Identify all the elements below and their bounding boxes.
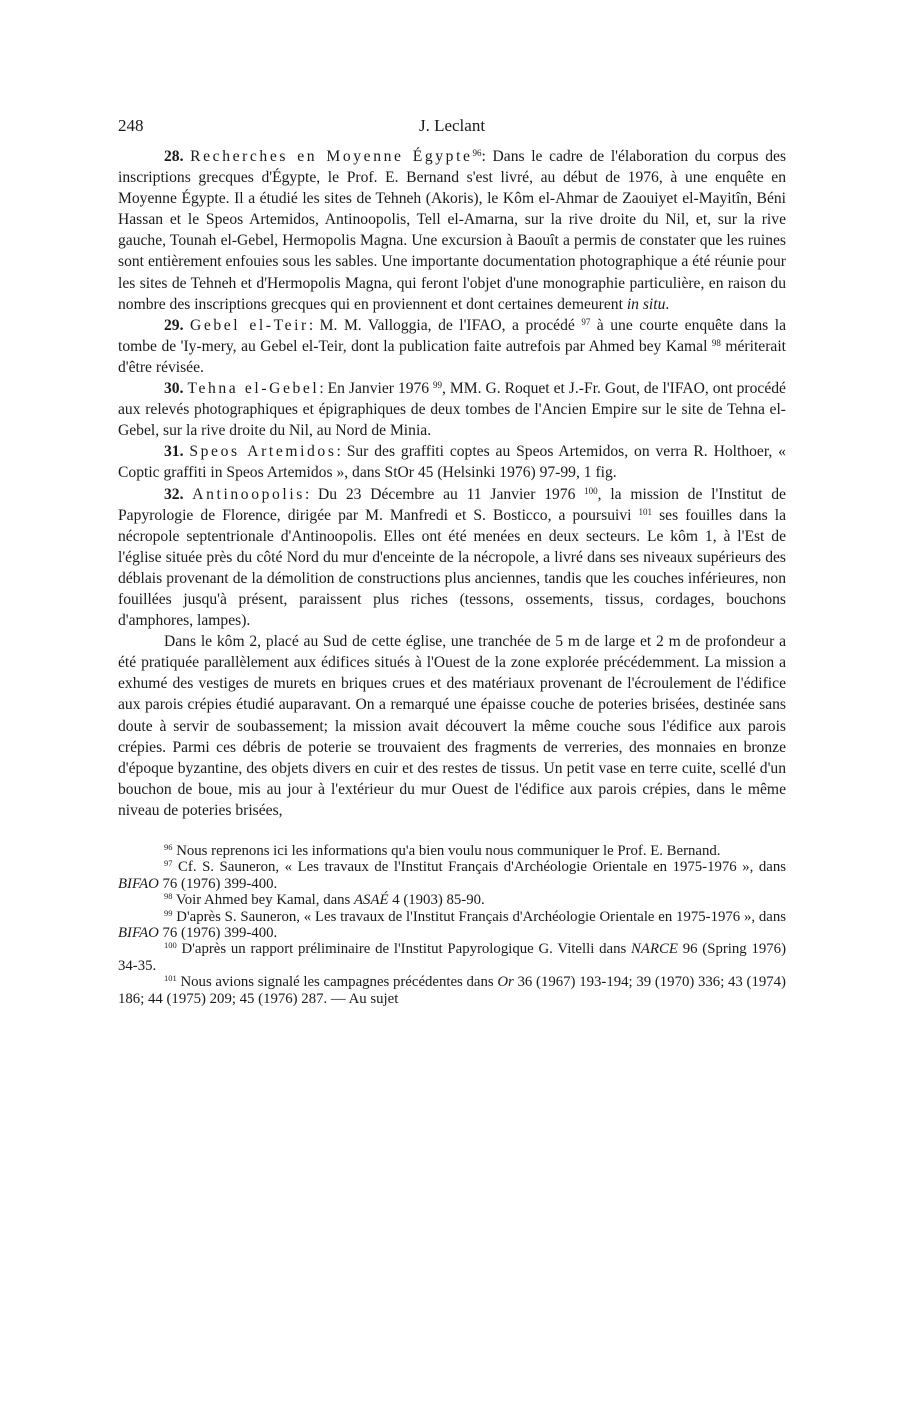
italic-term: in situ [626,295,666,313]
journal-title: ASAÉ [354,892,389,909]
footnote-number: 101 [164,973,177,984]
footnote-text: Nous avions signalé les campagnes précédentes dans [176,974,498,991]
note-ref: 99 [433,380,443,391]
section-text: : Du 23 Décembre au 11 Janvier 1976 [304,485,585,503]
footnote-text: 76 (1976) 399-400. [158,875,278,892]
footnote-100 [118,941,786,974]
journal-title: NARCE [631,941,678,958]
footnote-text: Voir Ahmed bey Kamal, dans [172,892,355,909]
section-title: Gebel el-Teir [190,316,309,334]
footnote-number: 98 [164,891,173,902]
footnote-number: 97 [164,858,173,869]
footnote-text: Cf. S. Sauneron, « Les travaux de l'Institut Français d'Archéologie Orientale en 1975-1976 », dans [172,859,786,876]
section-title: Antinoopolis [192,485,305,503]
running-header [118,112,786,146]
footnote-text: D'après S. Sauneron, « Les travaux de l'Institut Français d'Archéologie Orientale en 1975-1976 », dans [172,908,786,925]
section-text: : Sur des graffiti coptes au Speos Artemidos, on verra R. Holthoer, « Coptic graffiti in Speos Artemidos », dans StOr 45 (Helsinki 1976) 97-99, 1 fig. [118,443,786,482]
section-29 [118,315,786,378]
journal-title: Or [497,974,514,991]
page-number: 248 [118,116,144,135]
footnote-text: 76 (1976) 399-400. [158,925,278,942]
note-ref: 100 [584,485,598,496]
section-text: , MM. G. Roquet et J.-Fr. Gout, de l'IFAO, ont procédé aux relevés photographiques et épigraphiques de deux tombes de l'Ancien Empire sur le site de Tehna el-Gebel, sur la rive droite du Nil, au Nord de Minia. [118,380,786,440]
section-number: 29. [164,316,184,334]
note-ref: 96 [472,148,482,158]
main-text [118,146,786,821]
footnote-text: 36 (1967) 193-194; 39 (1970) 336; 43 (1974) 186; 44 (1975) 209; 45 (1976) 287. — Au sujet [118,974,786,1007]
section-number: 31. [164,443,184,461]
paragraph-kom-2: Dans le kôm 2, placé au Sud de cette église, une tranchée de 5 m de large et 2 m de profondeur a été pratiquée parallèlement aux édifices situés à l'Ouest de la zone explorée précédemment. La mission a exhumé des vestiges de murets en briques crues et des matériaux provenant de l'écroulement de l'édifice aux parois crépies étudié auparavant. On a remarqué une épaisse couche de poteries brisées, destinée sans doute à servir de soubassement; la mission avait découvert la même couche sous l'édifice aux parois crépies. Parmi ces débris de poterie se trouvaient des fragments de verreries, des monnaies en bronze d'époque byzantine, des objets divers en cuir et des restes de tissus. Un petit vase en terre cuite, scellé d'un bouchon de boue, mis au jour à l'extérieur du mur Ouest de l'édifice aux parois crépies, dans le même niveau de poteries brisées, [118,633,786,819]
note-ref: 98 [711,337,721,348]
section-text: à une courte enquête dans la tombe de 'Iy-mery, au Gebel el-Teir, dont la publication faite autrefois par Ahmed bey Kamal [118,316,786,355]
note-ref: 101 [638,506,653,517]
section-number: 28. [164,148,184,165]
section-text: : En Janvier 1976 [319,380,434,398]
section-28 [118,146,786,315]
journal-title: BIFAO [118,925,159,942]
section-text: , la mission de l'Institut de Papyrologie de Florence, dirigée par M. Manfredi et S. Bosticco, a poursuivi [118,485,786,524]
footnotes [118,843,786,1007]
section-text: mériterait d'être révisée. [118,337,786,376]
footnote-98 [118,892,786,908]
footnote-96 [118,843,786,859]
footnote-99 [118,909,786,942]
running-head-author: J. Leclant [418,116,486,135]
section-end: . [665,295,670,313]
footnote-number: 99 [164,907,173,918]
section-32 [118,484,786,632]
section-number: 32. [164,485,184,503]
section-title: Recherches en Moyenne Égypte [190,148,473,165]
footnote-text: 96 (Spring 1976) 34-35. [118,941,787,974]
journal-title: BIFAO [118,875,159,892]
section-30 [118,378,786,441]
section-text: ses fouilles dans la nécropole septentrionale d'Antinoopolis. Elles ont été menées en deux secteurs. Le kôm 1, à l'Est de l'église située près du côté Nord du mur d'enceinte de la nécropole, a livré dans ses niveaux supérieurs des déblais provenant de la démolition de constructions plus anciennes, tandis que les couches inférieures, non fouillées jusqu'à présent, paraissent plus riches (tessons, ossements, tissus, cordages, bouchons d'amphores, lampes). [118,506,786,630]
footnote-number: 96 [164,842,173,852]
footnote-text: Nous reprenons ici les informations qu'a bien voulu nous communiquer le Prof. E. Bernand. [172,843,721,859]
footnote-text: 4 (1903) 85-90. [388,892,485,909]
section-number: 30. [164,380,184,398]
note-ref: 97 [581,316,591,327]
footnote-text: D'après un rapport préliminaire de l'Institut Papyrologique G. Vitelli dans [176,941,632,958]
footnote-number: 100 [164,940,177,951]
section-31 [118,441,786,483]
footnote-97 [118,859,786,892]
section-title: Speos Artemidos [189,443,337,461]
page [118,112,786,1007]
section-title: Tehna el-Gebel [187,380,320,398]
section-text: : Dans le cadre de l'élaboration du corpus des inscriptions grecques d'Égypte, le Prof. E. Bernand s'est livré, au début de 1976, à une enquête en Moyenne Égypte. Il a étudié les sites de Tehneh (Akoris), le Kôm el-Ahmar de Zaouiyet el-Mayitîn, Béni Hassan et le Speos Artemidos, Antinoopolis, Tell el-Amarna, sur la rive droite du Nil, et, sur la rive gauche, Tounah el-Gebel, Hermopolis Magna. Une excursion à Baouît a permis de constater que les ruines sont entièrement enfouies sous les sables. Une importante documentation photographique a été réunie pour les sites de Tehneh et d'Hermopolis Magna, qui feront l'objet d'une monographie particulière, en raison du nombre des inscriptions grecques qui en proviennent et dont certaines demeurent [118,148,787,313]
section-text: : M. M. Valloggia, de l'IFAO, a procédé [308,316,582,334]
footnote-101 [118,974,786,1007]
